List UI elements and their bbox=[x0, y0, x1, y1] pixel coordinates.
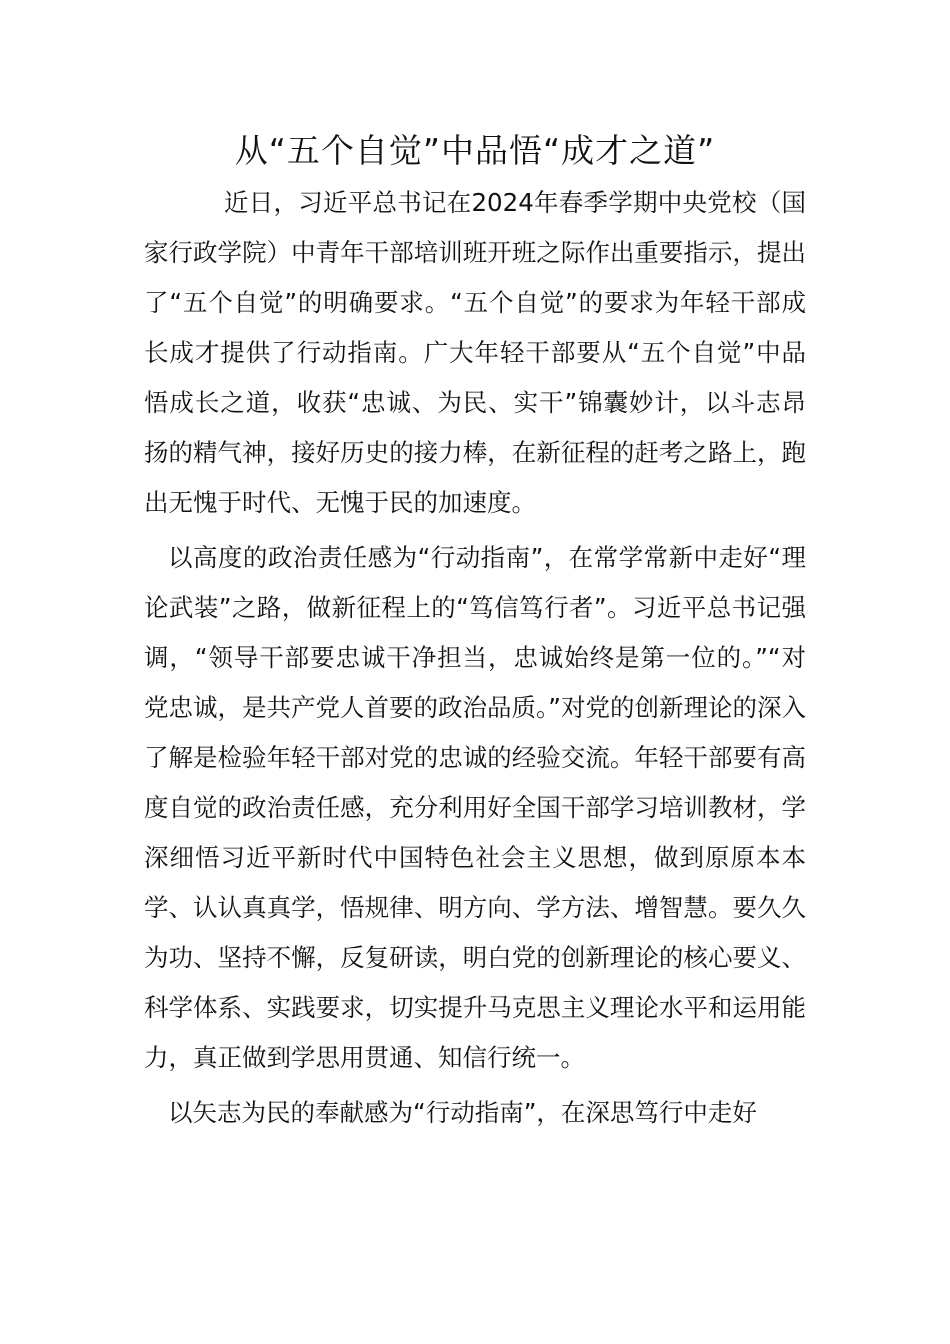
paragraph-intro: 近日，习近平总书记在2024年春季学期中央党校（国家行政学院）中青年干部培训班开班之际作出重要指示，提出了“五个自觉”的明确要求。“五个自觉”的要求为年轻干部成长成才提供了行动指南。广大年轻干部要从“五个自觉”中品悟成长之道，收获“忠诚、为民、实干”锦囊妙计，以斗志昂扬的精气神，接好历史的接力棒，在新征程的赶考之路上，跑出无愧于时代、无愧于民的加速度。 bbox=[144, 188, 806, 517]
paragraph-serving-people: 以矢志为民的奉献感为“行动指南”，在深思笃行中走好 bbox=[168, 1098, 757, 1127]
document-title: 从“五个自觉”中品悟“成才之道” bbox=[234, 131, 716, 170]
document-body bbox=[144, 178, 806, 1143]
paragraph-political-responsibility: 以高度的政治责任感为“行动指南”，在常学常新中走好“理论武装”之路，做新征程上的“笃信笃行者”。习近平总书记强调，“领导干部要忠诚干净担当，忠诚始终是第一位的。”“对党忠诚，是共产党人首要的政治品质。”对党的创新理论的深入了解是检验年轻干部对党的忠诚的经验交流。年轻干部要有高度自觉的政治责任感，充分利用好全国干部学习培训教材，学深细悟习近平新时代中国特色社会主义思想，做到原原本本学、认认真真学，悟规律、明方向、学方法、增智慧。要久久为功、坚持不懈，反复研读，明白党的创新理论的核心要义、科学体系、实践要求，切实提升马克思主义理论水平和运用能力，真正做到学思用贯通、知信行统一。 bbox=[144, 543, 806, 1072]
